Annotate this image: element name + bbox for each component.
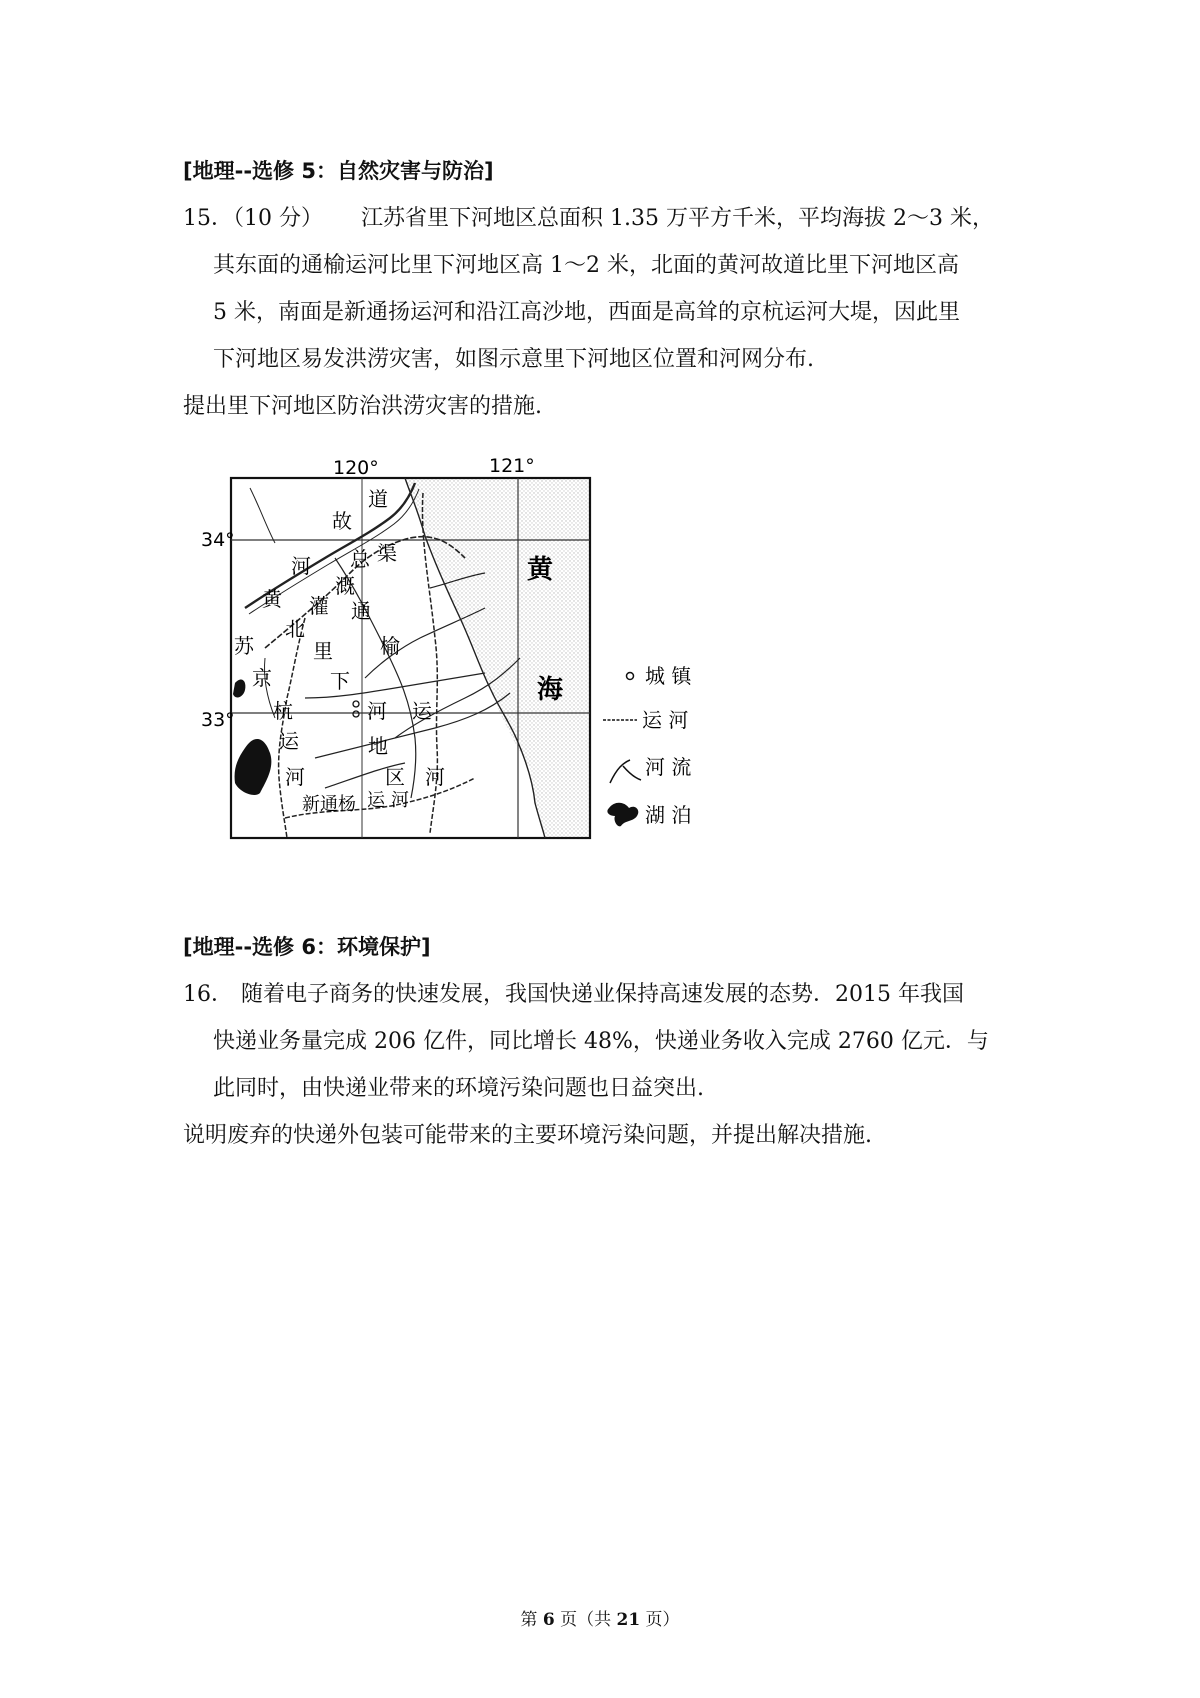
lake-icon: [607, 803, 638, 827]
map-label: 新通杨: [302, 794, 356, 815]
question-text-line: 随着电子商务的快速发展，我国快递业保持高速发展的态势．2015 年我国: [241, 982, 964, 1007]
map-label: 运: [367, 790, 385, 811]
map-label: 下: [330, 669, 350, 693]
footer-prefix: 第: [520, 1610, 543, 1630]
map-label: 京: [252, 666, 272, 690]
question-points: （10 分）: [233, 206, 323, 231]
question-15-first-line: [183, 204, 994, 234]
question-task: 说明废弃的快递外包装可能带来的主要环境污染问题，并提出解决措施.: [183, 1123, 872, 1148]
map-label: 杭: [273, 699, 293, 723]
lake: [235, 739, 272, 795]
legend-item-lake: [607, 803, 691, 827]
question-number: 15．: [183, 206, 233, 231]
footer-page-number: 6: [542, 1610, 555, 1630]
sea-label: 海: [537, 675, 564, 705]
question-text-line: 江苏省里下河地区总面积 1.35 万平方千米，平均海拔 2～3 米，: [361, 206, 994, 231]
legend-item-town: [627, 664, 694, 688]
question-16-first-line: [183, 980, 964, 1010]
map-label: 里: [313, 639, 333, 663]
question-text-line: 此同时，由快递业带来的环境污染问题也日益突出.: [213, 1076, 704, 1101]
sea-label: 黄: [527, 555, 554, 585]
map-label: 榆: [380, 634, 400, 658]
map-label: 苏: [234, 634, 254, 658]
map-label: 河: [367, 699, 387, 723]
map-label: 总: [350, 547, 370, 571]
question-text-line: 5 米，南面是新通扬运河和沿江高沙地，西面是高耸的京杭运河大堤，因此里: [213, 300, 960, 325]
river: [250, 488, 275, 543]
map-label: 北: [285, 617, 305, 641]
map-label: 道: [368, 487, 388, 511]
map-label: 运: [412, 699, 432, 723]
map-label: 河: [285, 765, 305, 789]
map-label: 黄: [262, 587, 282, 611]
lixiahe-map: [201, 448, 725, 854]
map-label: 河: [425, 765, 445, 789]
section-header-elective-5: [地理--选修 5：自然灾害与防治]: [183, 159, 494, 183]
map-label: 溉: [335, 574, 355, 598]
map-label: 通: [351, 599, 371, 623]
question-number: 16．: [183, 982, 233, 1007]
section-header-elective-6: [地理--选修 6：环境保护]: [183, 935, 431, 959]
legend-item-river: [610, 755, 691, 783]
map-legend: [603, 664, 693, 827]
map-label: 故: [332, 509, 352, 533]
page-footer: [0, 1605, 1200, 1630]
town-marker: [353, 711, 359, 717]
legend-label: 湖 泊: [645, 803, 692, 827]
lake: [233, 679, 245, 697]
legend-item-canal: [603, 708, 688, 732]
footer-suffix: 页）: [640, 1610, 680, 1630]
lixiahe-map-figure: [201, 448, 725, 854]
longitude-label-121: 121°: [489, 455, 535, 477]
latitude-label-33: 33°: [201, 709, 235, 731]
legend-label: 城 镇: [645, 664, 692, 688]
town-marker: [353, 701, 359, 707]
map-label: 运: [279, 729, 299, 753]
map-label: 区: [385, 765, 405, 789]
river-icon: [610, 760, 641, 783]
longitude-label-120: 120°: [333, 457, 379, 479]
question-text-line: 下河地区易发洪涝灾害，如图示意里下河地区位置和河网分布.: [213, 347, 814, 372]
legend-label: 运 河: [642, 708, 689, 732]
legend-label: 河 流: [645, 755, 692, 779]
map-label: 灌: [309, 594, 329, 618]
question-text-line: 快递业务量完成 206 亿件，同比增长 48%，快递业务收入完成 2760 亿元．与: [213, 1029, 989, 1054]
question-task: 提出里下河地区防治洪涝灾害的措施.: [183, 394, 542, 419]
town-icon: [627, 673, 634, 680]
map-label: 地: [368, 734, 388, 758]
map-label: 河: [291, 554, 311, 578]
question-text-line: 其东面的通榆运河比里下河地区高 1～2 米，北面的黄河故道比里下河地区高: [213, 253, 959, 278]
latitude-label-34: 34°: [201, 529, 235, 551]
map-label: 渠: [377, 541, 397, 565]
footer-total-pages: 21: [616, 1610, 641, 1630]
footer-middle: 页（共: [554, 1610, 617, 1630]
map-label: 河: [391, 790, 409, 811]
